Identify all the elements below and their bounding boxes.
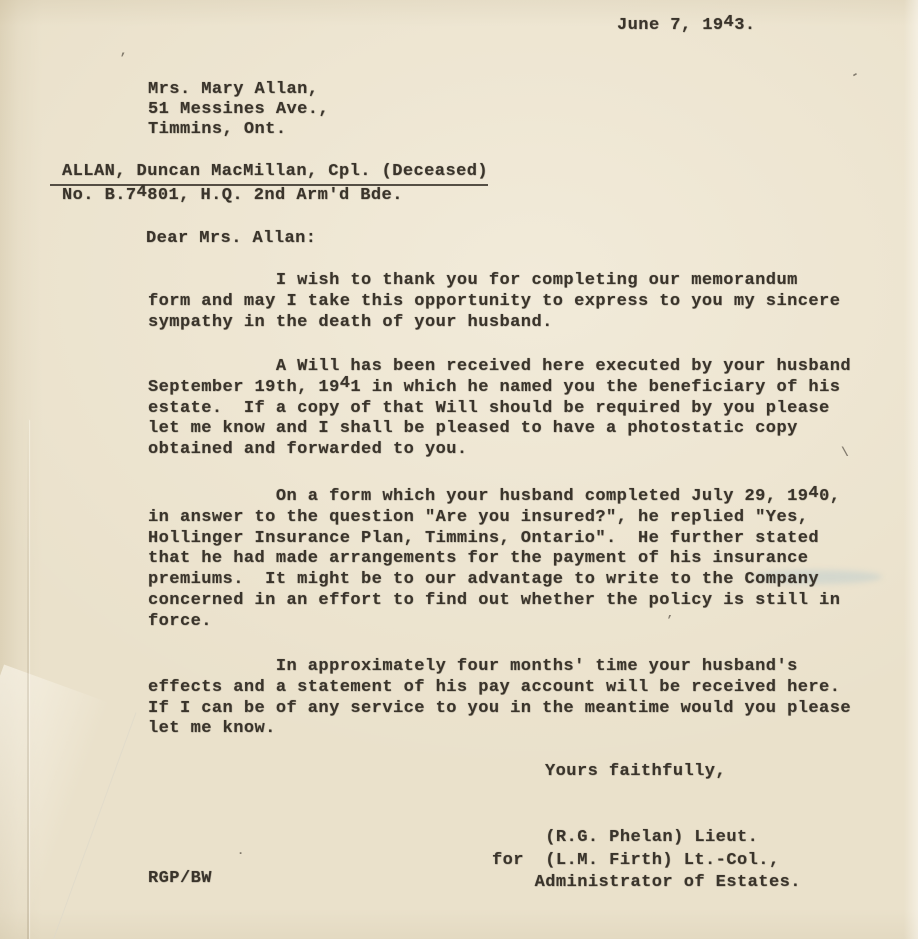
text-line: If I can be of any service to you in the meantime would you please: [148, 698, 852, 718]
text-line: let me know.: [148, 719, 276, 739]
letter-date: June 7, 1943.: [617, 12, 756, 35]
text-line: for (L.M. Firth) Lt.-Col.,: [492, 850, 780, 870]
text-line: force.: [148, 611, 212, 631]
text-line: (R.G. Phelan) Lieut.: [492, 828, 759, 847]
paper-speck: ’: [119, 51, 127, 66]
signature-block: [492, 827, 801, 895]
text-line: premiums. It might be to our advantage to write to the Company: [148, 570, 820, 590]
text-line: 51 Messines Ave.,: [148, 100, 330, 119]
paragraph-insurance: [148, 483, 841, 633]
text-line: September 19th, 1941 in which he named you the beneficiary of his: [148, 374, 841, 397]
paper-speck: -: [847, 66, 863, 83]
text-line: Administrator of Estates.: [492, 873, 801, 892]
service-reference-line: No. B.74801, H.Q. 2nd Arm'd Bde.: [62, 182, 403, 205]
typist-initials: RGP/BW: [148, 869, 212, 888]
text-line: obtained and forwarded to you.: [148, 440, 468, 460]
paper-vertical-crease: [27, 420, 29, 939]
text-line: In approximately four months' time your husband's: [148, 657, 798, 676]
text-line: estate. If a copy of that Will should be required by you please: [148, 398, 830, 418]
text-line: On a form which your husband completed July 29, 1940,: [148, 483, 841, 506]
recipient-address: [148, 80, 329, 140]
text-line: sympathy in the death of your husband.: [148, 312, 553, 332]
salutation: Dear Mrs. Allan:: [146, 229, 317, 248]
text-line: Hollinger Insurance Plan, Timmins, Ontario". He further stated: [148, 528, 820, 548]
paper-speck: .: [237, 844, 245, 858]
paper-speck: \: [841, 445, 849, 460]
text-line: I wish to thank you for completing our memorandum: [148, 271, 798, 290]
text-line: that he had made arrangements for the payment of his insurance: [148, 549, 809, 569]
text-line: let me know and I shall be pleased to have a photostatic copy: [148, 419, 798, 439]
text-line: in answer to the question "Are you insured?", he replied "Yes,: [148, 507, 809, 527]
closing-salutation: Yours faithfully,: [545, 762, 727, 781]
text-line: effects and a statement of his pay account will be received here.: [148, 677, 841, 697]
paper-speck: ’: [666, 614, 674, 628]
paragraph-thanks: [148, 271, 840, 333]
text-line: Mrs. Mary Allan,: [148, 80, 319, 99]
text-line: concerned in an effort to find out whether the policy is still in: [148, 590, 841, 610]
paragraph-will: [148, 357, 851, 461]
paper-fold-crease: [0, 665, 136, 939]
text-line: Timmins, Ont.: [148, 120, 287, 139]
subject-line: ALLAN, Duncan MacMillan, Cpl. (Deceased): [50, 162, 488, 186]
paragraph-effects: [148, 657, 851, 740]
text-line: form and may I take this opportunity to express to you my sincere: [148, 291, 841, 311]
text-line: A Will has been received here executed by your husband: [148, 357, 852, 376]
